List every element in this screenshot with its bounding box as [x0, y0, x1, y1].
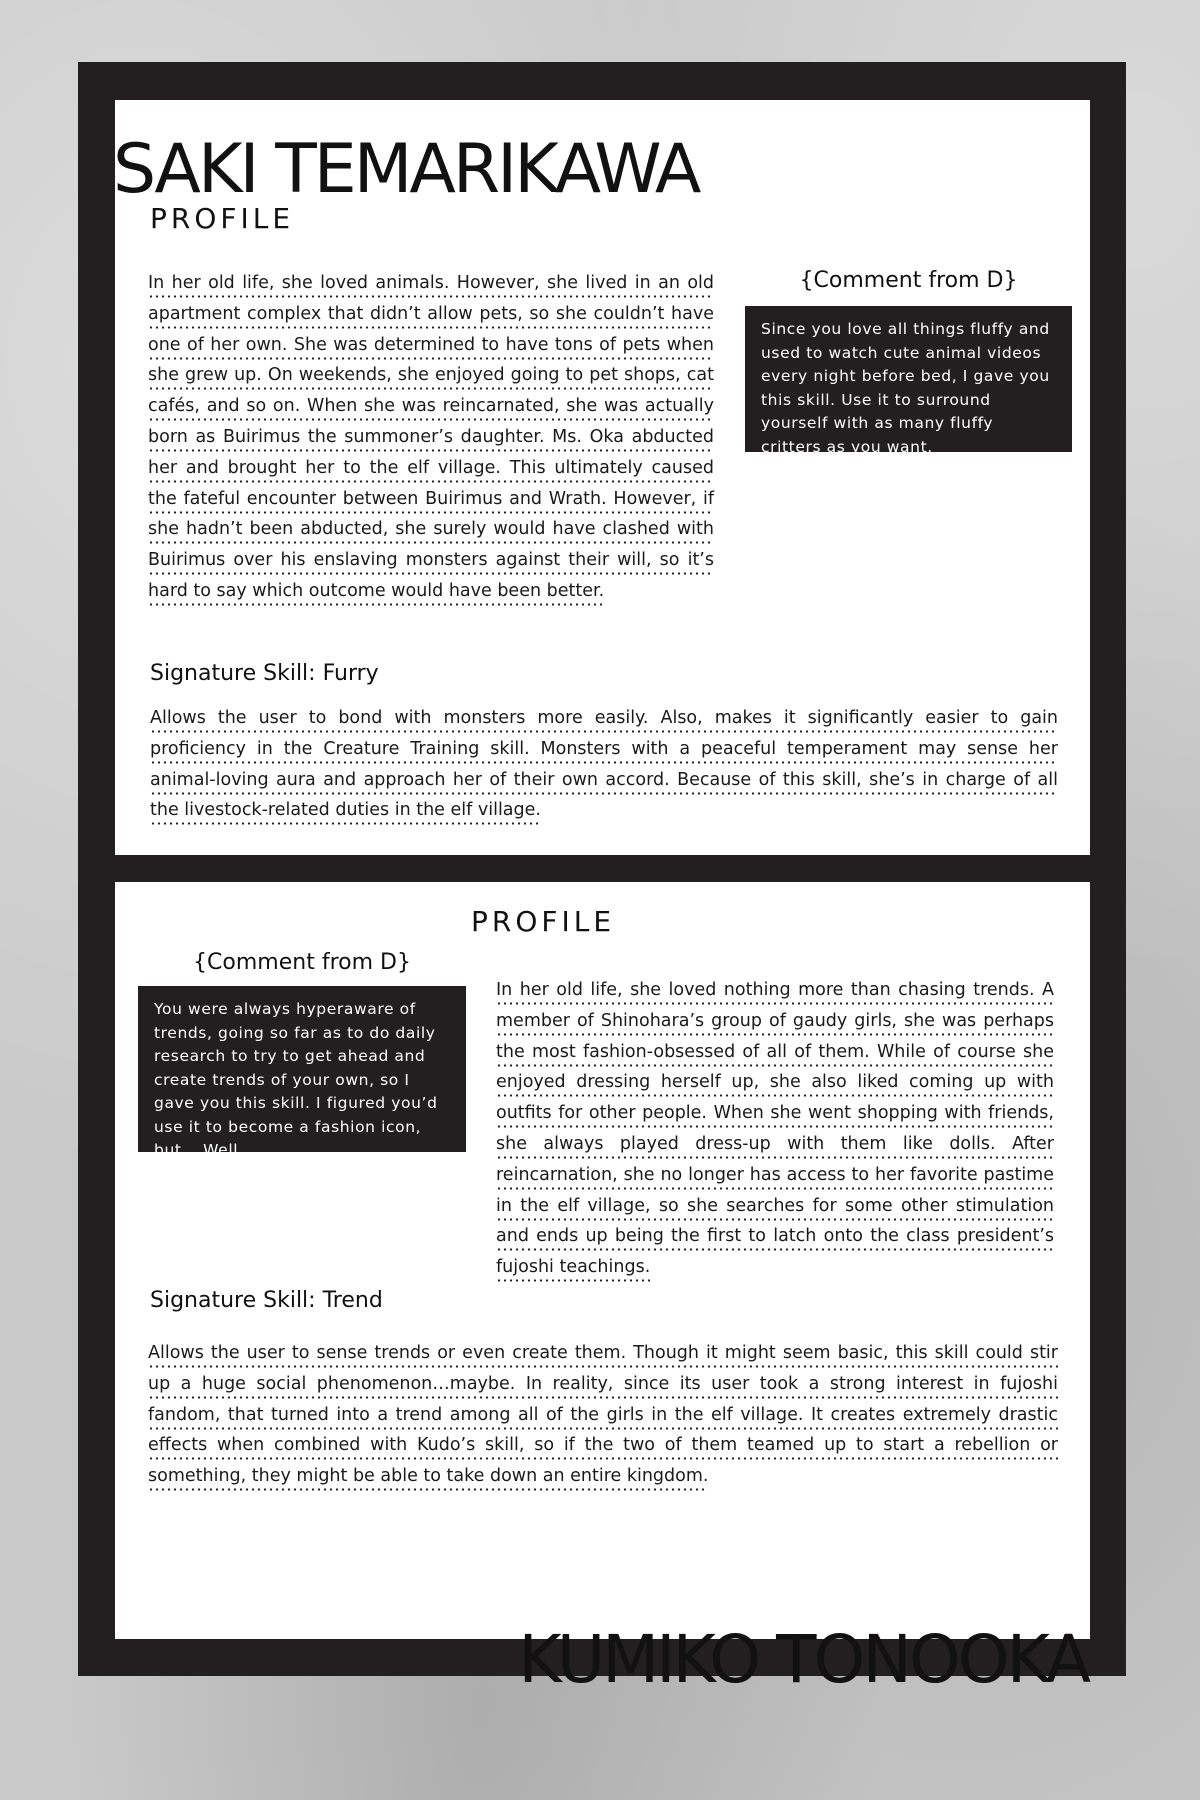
saki-comment-heading: {Comment from D}	[799, 268, 1018, 293]
saki-comment-text: Since you love all things fluffy and used to watch cute animal videos every night before bed, I gave you this skill. Use it to surround yourself with as many fluffy critters as you want.	[761, 320, 1050, 456]
kumiko-skill-text: Allows the user to sense trends or even create them. Though it might seem basic, this skill could stir up a huge social phenomenon…maybe. In reality, since its user took a strong interest in fujoshi fandom, that turned into a trend among all of the girls in the elf village. It creates extremely drastic effects when combined with Kudo’s skill, so if the two of them teamed up to start a rebellion or something, they might be able to take down an entire kingdom.	[148, 1338, 1058, 1492]
kumiko-comment-text: You were always hyperaware of trends, going so far as to do daily research to try to get ahead and create trends of your own, so I gave you this skill. I figured you’d use it to become a fashion icon, but… Well…	[154, 1000, 438, 1159]
kumiko-comment-box	[138, 986, 466, 1159]
saki-comment-box	[745, 306, 1072, 456]
saki-skill-text: Allows the user to bond with monsters more easily. Also, makes it significantly easier to gain proficiency in the Creature Training skill. Monsters with a peaceful temperament may sense her animal-loving aura and approach her of their own accord. Because of this skill, she’s in charge of all the livestock-related duties in the elf village.	[150, 703, 1058, 826]
kumiko-profile-text: In her old life, she loved nothing more than chasing trends. A member of Shinohara’s group of gaudy girls, she was perhaps the most fashion-obsessed of all of them. While of course she enjoyed dressing herself up, she also liked coming up with outfits for other people. When she went shopping with friends, she always played dress-up with them like dolls. After reincarnation, she no longer has access to her favorite pastime in the elf village, so she searches for some other stimulation and ends up being the first to latch onto the class president’s fujoshi teachings.	[496, 975, 1054, 1283]
kumiko-profile-heading: PROFILE	[471, 905, 616, 938]
saki-name-title: SAKI TEMARIKAWA	[113, 129, 699, 209]
saki-profile-heading: PROFILE	[150, 202, 295, 235]
kumiko-comment-heading: {Comment from D}	[193, 950, 411, 975]
kumiko-name-title: KUMIKO TONOOKA	[518, 1621, 1088, 1699]
saki-profile-text: In her old life, she loved animals. However, she lived in an old apartment complex that didn’t allow pets, so she couldn’t have one of her own. She was determined to have tons of pets when she grew up. On weekends, she enjoyed going to pet shops, cat cafés, and so on. When she was reincarnated, she was actually born as Buirimus the summoner’s daughter. Ms. Oka abducted her and brought her to the elf village. This ultimately caused the fateful encounter between Buirimus and Wrath. However, if she hadn’t been abducted, she surely would have clashed with Buirimus over his enslaving monsters against their will, so it’s hard to say which outcome would have been better.	[148, 268, 714, 607]
kumiko-skill-heading: Signature Skill: Trend	[150, 1288, 383, 1313]
saki-skill-heading: Signature Skill: Furry	[150, 661, 379, 686]
